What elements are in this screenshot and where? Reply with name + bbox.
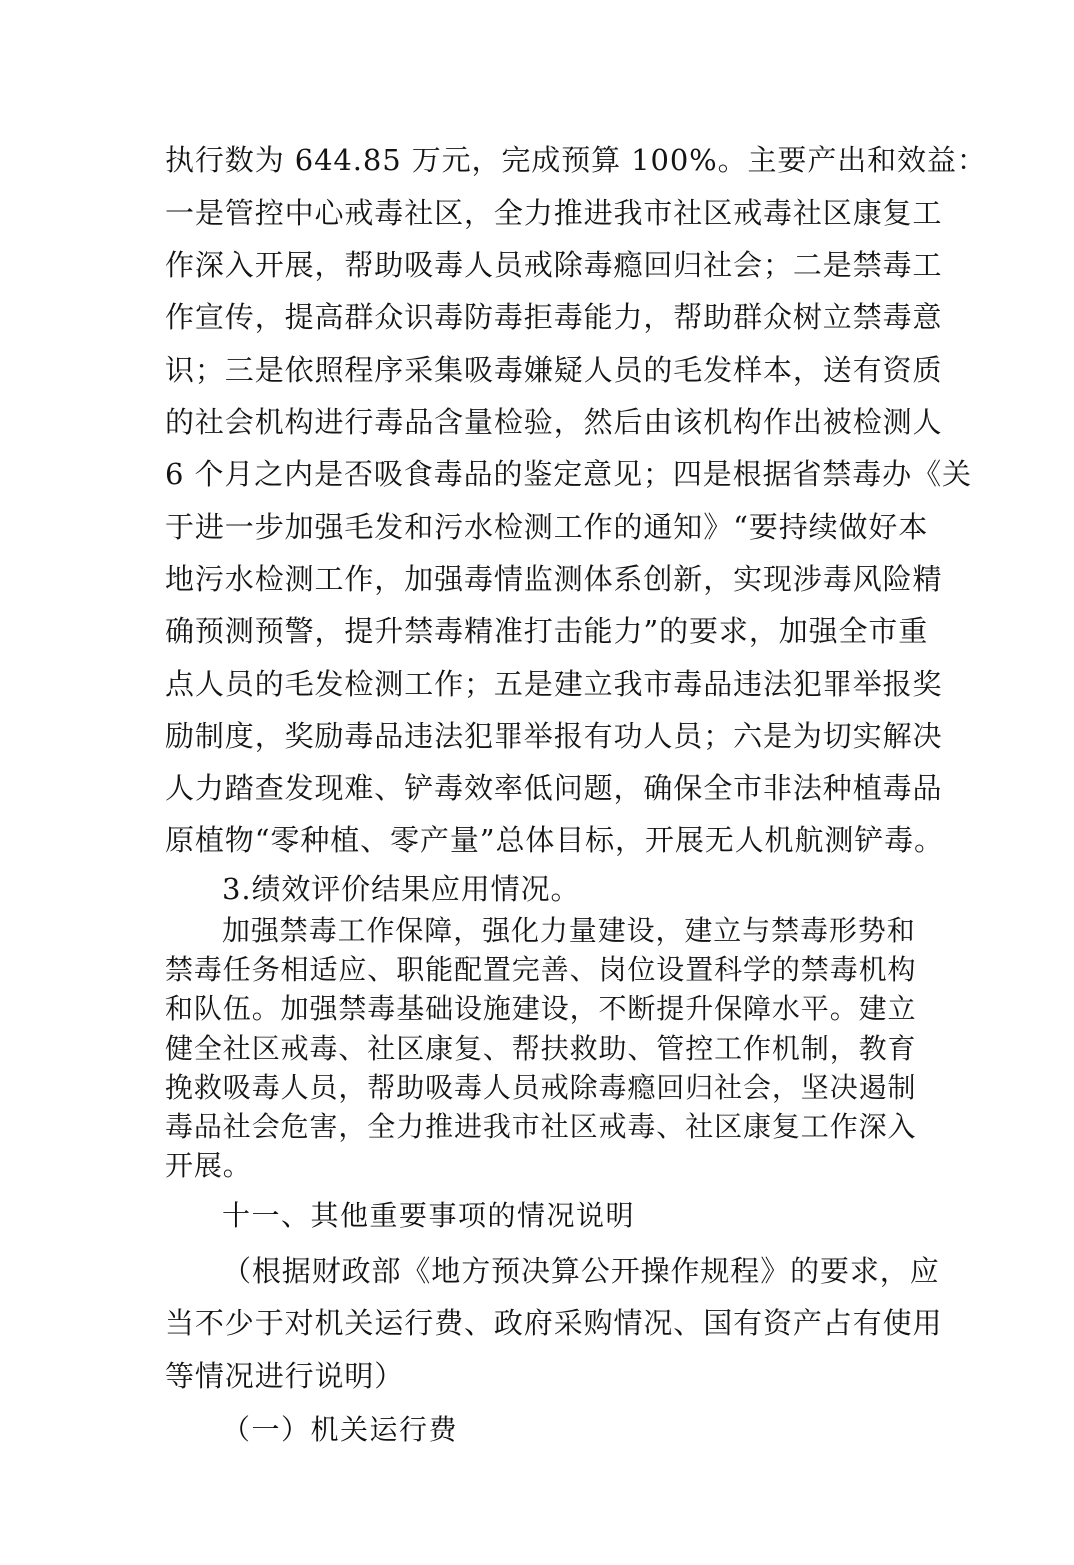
section-3-heading: 3.绩效评价结果应用情况。 [222, 872, 581, 906]
body-text-line: 于进一步加强毛发和污水检测工作的通知》“要持续做好本 [165, 510, 929, 544]
note-text-line: 等情况进行说明） [165, 1359, 405, 1393]
body-text-line: 加强禁毒工作保障，强化力量建设，建立与禁毒形势和 [222, 914, 916, 947]
body-text-line: 识；三是依照程序采集吸毒嫌疑人员的毛发样本，送有资质 [165, 353, 943, 387]
body-text-line: 健全社区戒毒、社区康复、帮扶救助、管控工作机制，教育 [165, 1032, 917, 1065]
body-text-line: 点人员的毛发检测工作；五是建立我市毒品违法犯罪举报奖 [165, 667, 943, 701]
note-text-line: 当不少于对机关运行费、政府采购情况、国有资产占有使用 [165, 1306, 943, 1340]
body-text-line: 毒品社会危害，全力推进我市社区戒毒、社区康复工作深入 [165, 1110, 917, 1143]
body-text-line: 确预测预警，提升禁毒精准打击能力”的要求，加强全市重 [165, 614, 929, 648]
body-text-line: 人力踏查发现难、铲毒效率低问题，确保全市非法种植毒品 [165, 771, 943, 805]
body-text-line: 一是管控中心戒毒社区，全力推进我市社区戒毒社区康复工 [165, 196, 943, 230]
body-text-line: 执行数为 644.85 万元，完成预算 100%。主要产出和效益： [165, 143, 987, 177]
body-text-line: 禁毒任务相适应、职能配置完善、岗位设置科学的禁毒机构 [165, 953, 917, 986]
body-text-line: 原植物“零种植、零产量”总体目标，开展无人机航测铲毒。 [165, 823, 944, 857]
body-text-line: 6 个月之内是否吸食毒品的鉴定意见；四是根据省禁毒办《关 [165, 457, 972, 491]
body-text-line: 和队伍。加强禁毒基础设施建设，不断提升保障水平。建立 [165, 992, 917, 1025]
body-text-line: 开展。 [165, 1149, 252, 1182]
body-text-line: 挽救吸毒人员，帮助吸毒人员戒除毒瘾回归社会，坚决遏制 [165, 1071, 917, 1104]
subsection-heading: （一）机关运行费 [222, 1413, 459, 1446]
body-text-line: 作深入开展，帮助吸毒人员戒除毒瘾回归社会；二是禁毒工 [165, 248, 943, 282]
body-text-line: 地污水检测工作，加强毒情监测体系创新，实现涉毒风险精 [165, 562, 943, 596]
body-text-line: 的社会机构进行毒品含量检验，然后由该机构作出被检测人 [165, 405, 943, 439]
body-text-line: 励制度，奖励毒品违法犯罪举报有功人员；六是为切实解决 [165, 719, 943, 753]
section-11-heading: 十一、其他重要事项的情况说明 [222, 1199, 636, 1232]
note-text-line: （根据财政部《地方预决算公开操作规程》的要求，应 [222, 1254, 940, 1288]
body-text-line: 作宣传，提高群众识毒防毒拒毒能力，帮助群众树立禁毒意 [165, 300, 943, 334]
